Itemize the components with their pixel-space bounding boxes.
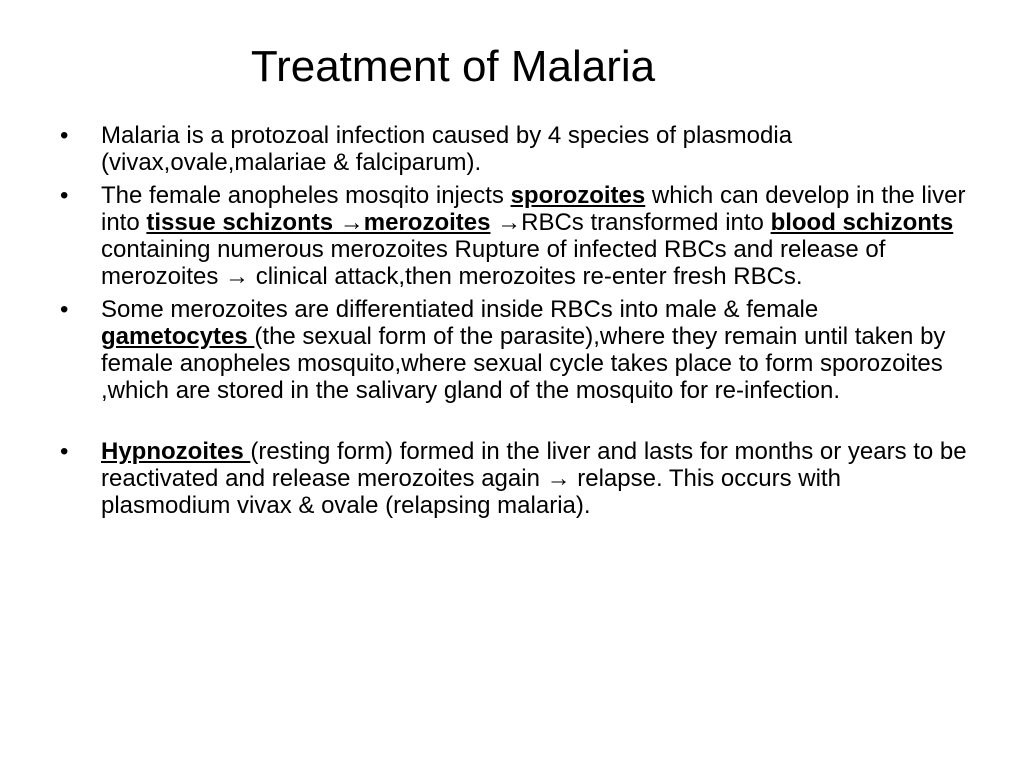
bullet-item	[60, 122, 970, 176]
bullet-dot-icon: •	[60, 296, 69, 323]
bullet-item	[60, 438, 970, 519]
bullet-text: Malaria is a protozoal infection caused by 4 species of plasmodia (vivax,ovale,malariae & falciparum).	[101, 122, 793, 176]
bullet-text: Some merozoites are differentiated inside RBCs into male & female	[101, 296, 819, 323]
keyword-hypnozoites: Hypnozoites	[101, 438, 251, 465]
bullet-text: (resting form) formed in the liver and lasts for months or years to be reactivated and release merozoites again → relapse. This occurs with plasmodium vivax & ovale (relapsing malaria).	[101, 438, 967, 519]
bullet-dot-icon: •	[60, 182, 69, 209]
bullet-text: (the sexual form of the parasite),where they remain until taken by female anopheles mosquito,where sexual cycle takes place to form sporozoites ,which are stored in the salivary gland of the mosquito for re-infection.	[101, 323, 946, 404]
bullet-text: which can develop in the liver into	[101, 182, 966, 236]
keyword-tissue-schizonts: tissue schizonts →merozoites	[146, 209, 491, 236]
keyword-sporozoites: sporozoites	[510, 182, 646, 209]
keyword-blood-schizonts: blood schizonts	[770, 209, 954, 236]
bullet-dot-icon: •	[60, 122, 69, 149]
bullet-item	[60, 182, 970, 290]
bullet-dot-icon: •	[60, 438, 69, 465]
slide-title: Treatment of Malaria	[250, 42, 656, 91]
bullet-text: containing numerous merozoites Rupture of infected RBCs and release of merozoites → clinical attack,then merozoites re-enter fresh RBCs.	[101, 236, 886, 290]
bullet-item	[60, 296, 970, 404]
bullet-list	[60, 122, 970, 525]
keyword-gametocytes: gametocytes	[101, 323, 255, 350]
bullet-text: The female anopheles mosqito injects	[101, 182, 511, 209]
bullet-text: →RBCs transformed into	[490, 209, 771, 236]
